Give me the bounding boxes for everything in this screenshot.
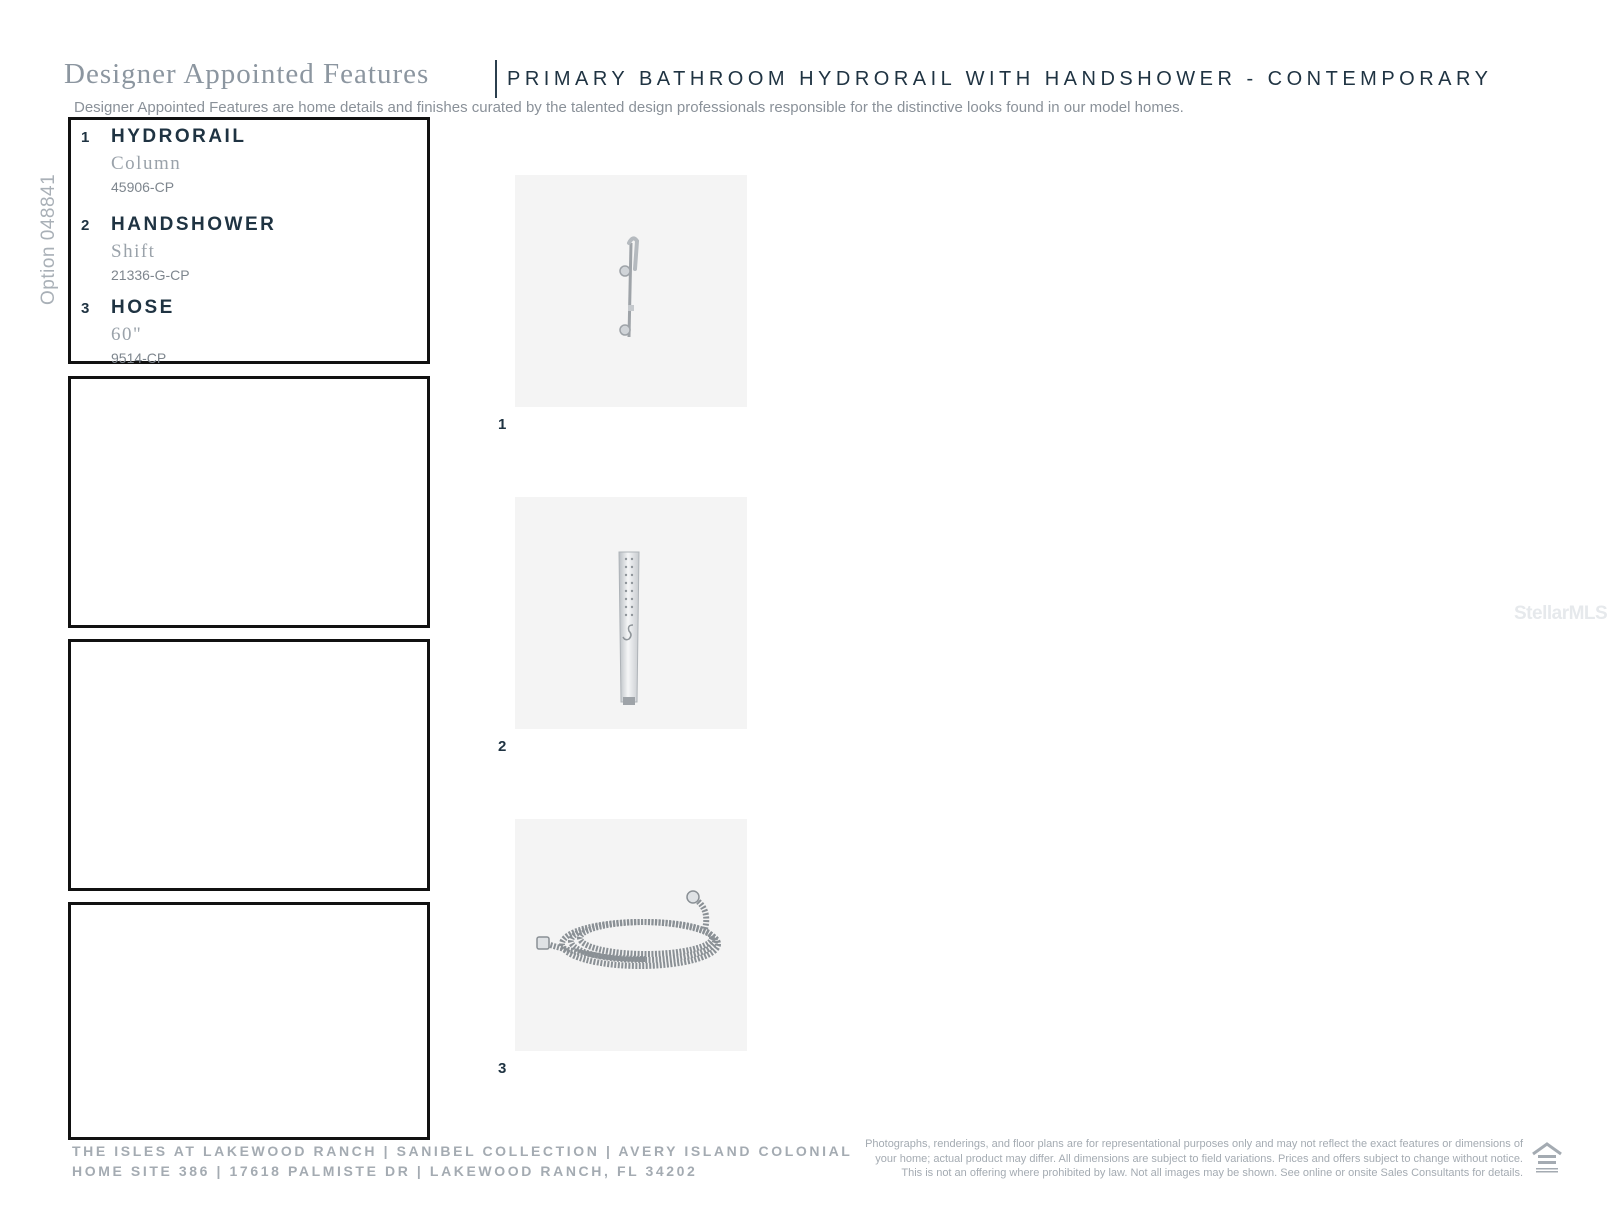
disclaimer-line: Photographs, renderings, and floor plans are for representational purposes only and may not reflect the exact features or dimensions of [865,1138,1523,1150]
page-title: Designer Appointed Features [64,58,430,90]
hose-image [515,819,747,1051]
feature-style: Shift [111,241,156,262]
disclaimer-line: your home; actual product may differ. All dimensions are subject to field variations. Prices and offers subject to change without notice. [875,1152,1523,1165]
option-number: Option 048841 [38,173,59,305]
feature-number: 1 [81,129,90,146]
feature-style: 60" [111,324,143,345]
empty-box [68,902,430,1140]
hose-icon [515,819,747,1051]
feature-code: 9514-CP [111,350,167,366]
feature-style: Column [111,153,182,174]
handshower-image [515,497,747,729]
disclaimer-line: This is not an offering where prohibited by law. Not all images may be shown. See online or onsite Sales Consultants for details. [901,1167,1523,1179]
feature-list-box [68,117,430,364]
feature-code: 45906-CP [111,179,175,195]
feature-name: HANDSHOWER [111,214,277,235]
handshower-icon [515,497,747,729]
disclaimer [823,1137,1523,1181]
empty-box [68,376,430,628]
watermark: StellarMLS [1514,603,1608,624]
equal-housing-icon [1530,1140,1564,1174]
image-number: 2 [498,738,507,755]
title-divider [495,60,497,98]
footer-address: HOME SITE 386 | 17618 PALMISTE DR | LAKEWOOD RANCH, FL 34202 [72,1163,698,1179]
feature-number: 3 [81,300,90,317]
feature-name: HYDRORAIL [111,126,247,147]
page-description: Designer Appointed Features are home details and finishes curated by the talented design professionals responsible for the distinctive looks found in our model homes. [74,99,1184,116]
feature-name: HOSE [111,297,175,318]
footer-community: THE ISLES AT LAKEWOOD RANCH | SANIBEL COLLECTION | AVERY ISLAND COLONIAL [72,1143,853,1159]
feature-number: 2 [81,217,90,234]
image-number: 3 [498,1060,507,1077]
feature-code: 21336-G-CP [111,267,190,283]
page-subtitle: PRIMARY BATHROOM HYDRORAIL WITH HANDSHOWER - CONTEMPORARY [507,68,1493,90]
hydrorail-image [515,175,747,407]
hydrorail-icon [515,175,747,407]
empty-box [68,639,430,891]
image-number: 1 [498,416,507,433]
